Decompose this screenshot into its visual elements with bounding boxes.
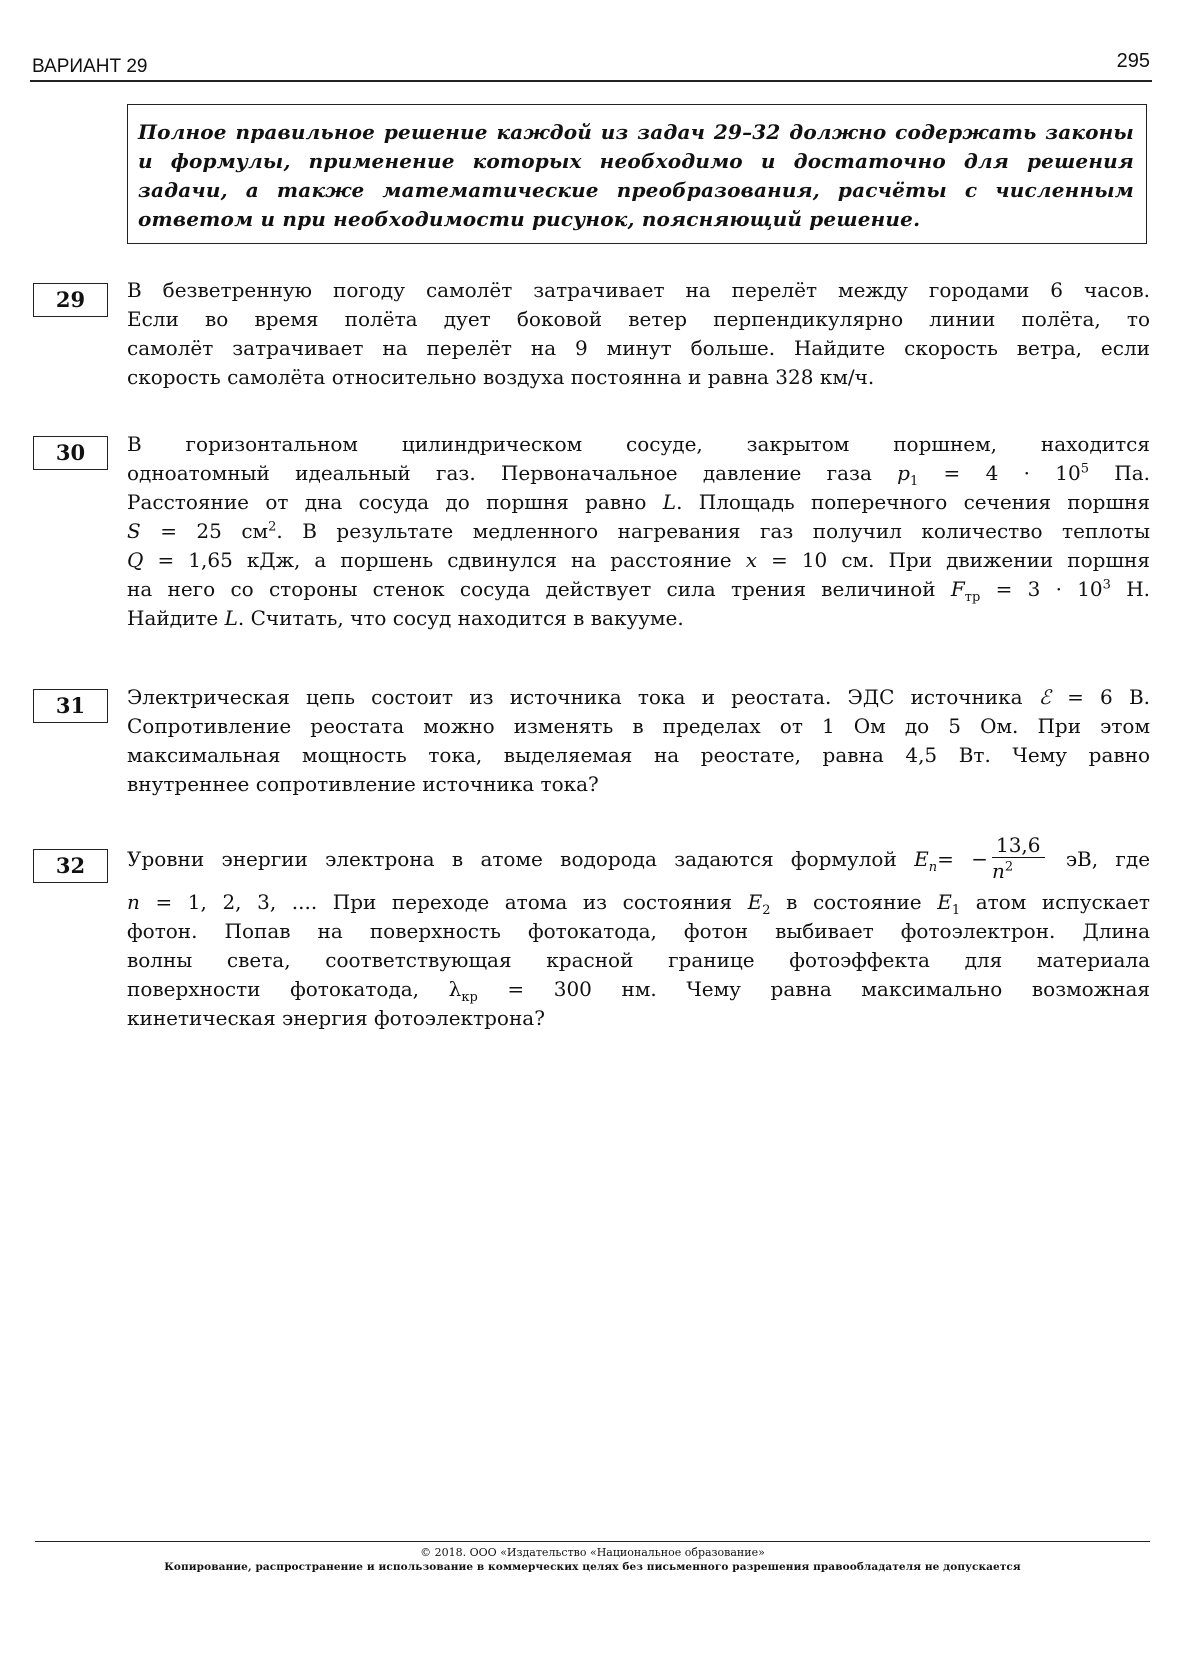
task-number-31: 31 (33, 689, 108, 723)
symbol-lambda: λ (448, 977, 462, 1001)
symbol-x: x (745, 548, 757, 572)
task-32-line: кинетическая энергия фотоэлектрона? (127, 1006, 545, 1030)
text-run: = − (937, 847, 988, 871)
task-32-line: волны света, соответствующая красной границе фотоэффекта для материала (127, 948, 1150, 972)
task-29-line: Если во время полёта дует боковой ветер перпендикулярно линии полёта, то (127, 307, 1150, 331)
superscript: 2 (1004, 859, 1014, 875)
subscript: 1 (951, 903, 961, 918)
text-run: = 1, 2, 3, .... При переходе атома из состояния (155, 890, 733, 914)
task-32-line (127, 830, 1150, 888)
symbol-emf: ℰ (1038, 685, 1051, 709)
symbol-E2: E (747, 890, 763, 914)
subscript: тр (964, 590, 981, 605)
symbol-E1: E (937, 890, 952, 914)
task-32-text (127, 830, 1150, 1033)
text-run: одноатомный идеальный газ. Первоначальное давление газа (127, 461, 872, 485)
symbol-L: L (224, 606, 238, 630)
task-32-line (127, 888, 1150, 917)
task-30-line (127, 517, 1150, 546)
text-run: = 25 см (160, 519, 269, 543)
subscript: n (928, 860, 938, 875)
fraction-numerator: 13,6 (992, 833, 1045, 858)
text-run: Уровни энергии электрона в атоме водорода задаются формулой (127, 847, 897, 871)
task-30-text (127, 430, 1150, 633)
task-29-text (127, 276, 1150, 392)
symbol-L: L (662, 490, 677, 514)
task-29-line: В безветренную погоду самолёт затрачивает на перелёт между городами 6 часов. (127, 278, 1150, 302)
text-run: . Считать, что сосуд находится в вакууме. (237, 606, 684, 630)
text-run: Электрическая цепь состоит из источника тока и реостата. ЭДС источника (127, 685, 1023, 709)
page-number: 295 (1116, 50, 1150, 72)
text-run: поверхности фотокатода, (127, 977, 420, 1001)
task-31-line: Сопротивление реостата можно изменять в пределах от 1 Ом до 5 Ом. При этом (127, 714, 1150, 738)
superscript: 5 (1080, 461, 1089, 477)
symbol-Q: Q (127, 548, 144, 572)
variant-title: ВАРИАНТ 29 (32, 56, 148, 77)
superscript: 3 (1102, 577, 1111, 593)
task-31-text (127, 683, 1150, 799)
task-30-line (127, 604, 1150, 633)
text-run: Па. (1114, 461, 1150, 485)
instructions-text: Полное правильное решение каждой из задач 29–32 должно содержать законы и формулы, применение которых необходимо и достаточно для решения задачи, а также математические преобразования, расчёты с численным ответом и при необходимости рисунок, поясняющий решение. (138, 120, 1134, 231)
subscript: 1 (909, 474, 919, 489)
task-30-line (127, 546, 1150, 575)
task-31-line: максимальная мощность тока, выделяемая на реостате, равна 4,5 Вт. Чему равно (127, 743, 1150, 767)
copyright-notice: Копирование, распространение и использование в коммерческих целях без письменного разрешения правообладателя не допускается (164, 1561, 1021, 1573)
text-run: = 3 · 10 (995, 577, 1103, 601)
instructions-box (127, 104, 1147, 244)
text-run: Н. (1126, 577, 1151, 601)
energy-fraction (992, 833, 1045, 884)
text-run: на него со стороны стенок сосуда действует сила трения величиной (127, 577, 936, 601)
text-run: = 1,65 кДж, а поршень сдвинулся на расстояние (157, 548, 732, 572)
symbol-n: n (991, 859, 1005, 883)
task-29-line: скорость самолёта относительно воздуха постоянна и равна 328 км/ч. (127, 365, 875, 389)
task-30-line (127, 488, 1150, 517)
task-31-line: внутреннее сопротивление источника тока? (127, 772, 599, 796)
task-30-line (127, 459, 1150, 488)
text-run: = 6 В. (1067, 685, 1150, 709)
copyright-line: © 2018. ООО «Издательство «Национальное образование» (420, 1546, 765, 1559)
text-run: = 10 см. При движении поршня (771, 548, 1150, 572)
text-run: эВ, где (1065, 847, 1151, 871)
text-run: . В результате медленного нагревания газ получил количество теплоты (276, 519, 1150, 543)
symbol-F: F (950, 577, 965, 601)
text-run: атом испускает (975, 890, 1150, 914)
text-run: = 4 · 10 (943, 461, 1081, 485)
subscript: 2 (762, 903, 771, 918)
task-30-line (127, 575, 1150, 604)
text-run: в состояние (786, 890, 922, 914)
symbol-n: n (127, 890, 140, 914)
page-header (30, 50, 1152, 82)
text-run: Расстояние от дна сосуда до поршня равно (127, 490, 647, 514)
text-run: = 300 нм. Чему равна максимально возможная (507, 977, 1150, 1001)
subscript: кр (461, 990, 478, 1005)
superscript: 2 (268, 519, 277, 535)
symbol-E: E (914, 847, 929, 871)
text-run: . Площадь поперечного сечения поршня (676, 490, 1150, 514)
task-number-30: 30 (33, 436, 108, 470)
task-32-line (127, 975, 1150, 1004)
fraction-denominator (992, 858, 1045, 884)
text-run: Найдите (127, 606, 219, 630)
task-31-line (127, 683, 1150, 712)
task-30-line: В горизонтальном цилиндрическом сосуде, закрытом поршнем, находится (127, 432, 1150, 456)
task-29-line: самолёт затрачивает на перелёт на 9 минут больше. Найдите скорость ветра, если (127, 336, 1150, 360)
task-number-32: 32 (33, 849, 108, 883)
symbol-S: S (127, 519, 141, 543)
task-32-line: фотон. Попав на поверхность фотокатода, фотон выбивает фотоэлектрон. Длина (127, 919, 1150, 943)
page-footer (35, 1541, 1150, 1575)
task-number-29: 29 (33, 283, 108, 317)
symbol-p: p (897, 461, 910, 485)
